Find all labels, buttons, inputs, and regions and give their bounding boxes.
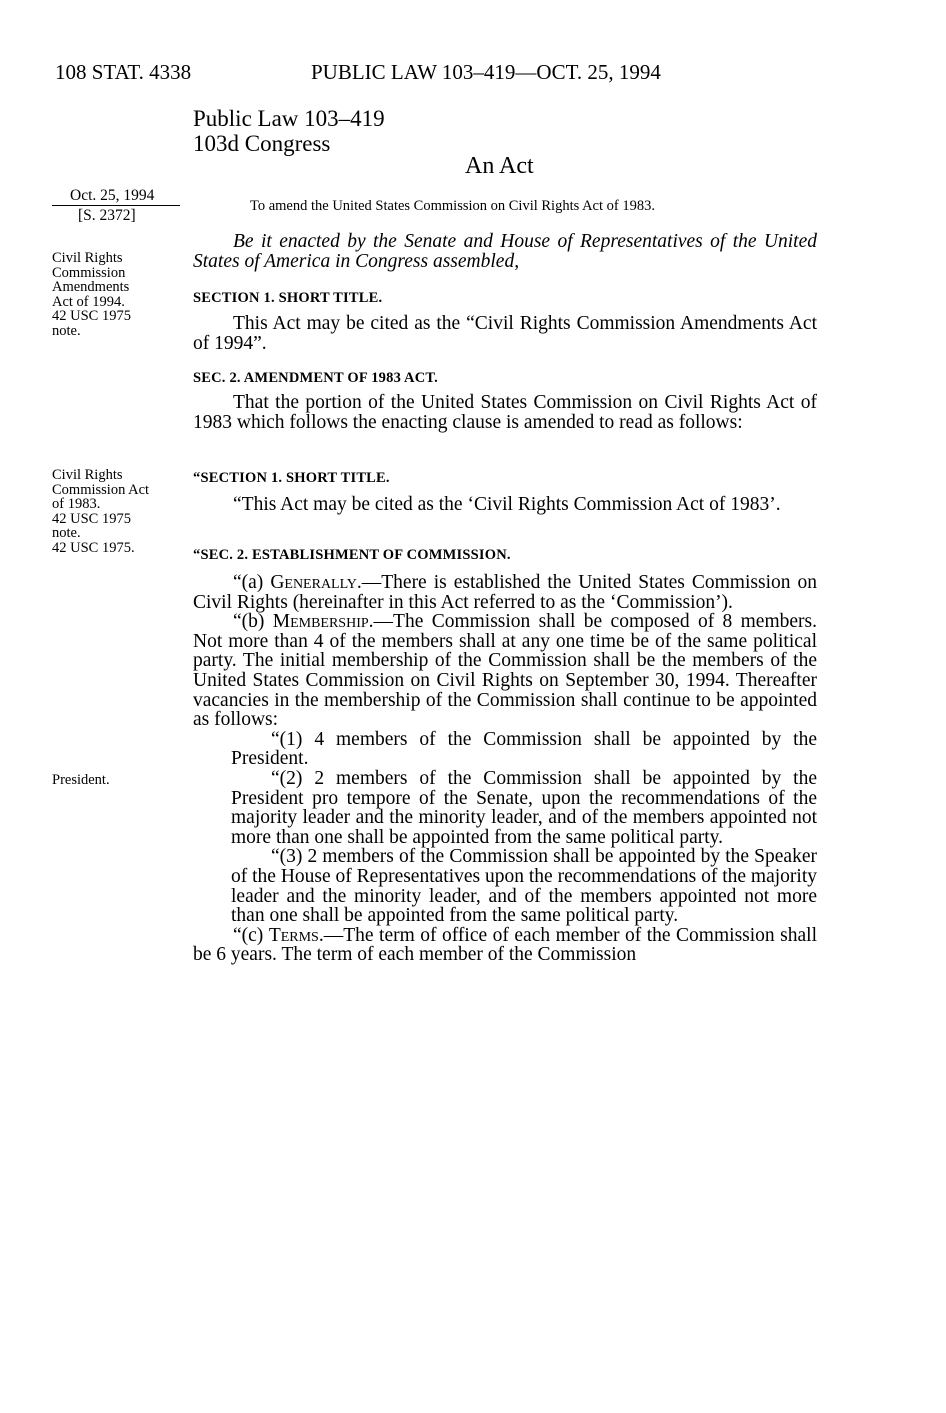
margin-rule xyxy=(52,205,180,206)
quoted-sec1-text: “This Act may be cited as the ‘Civil Rights Commission Act of 1983’. xyxy=(233,494,781,515)
enacting-clause: Be it enacted by the Senate and House of Representatives of the United States of America in Congress assembled, xyxy=(193,231,817,272)
public-law-number: Public Law 103–419 xyxy=(193,106,385,131)
margin-note-president: President. xyxy=(52,772,110,788)
sec2-heading: SEC. 2. AMENDMENT OF 1983 ACT. xyxy=(193,370,439,386)
running-header: PUBLIC LAW 103–419—OCT. 25, 1994 xyxy=(311,60,661,84)
sec1-heading: SECTION 1. SHORT TITLE. xyxy=(193,290,383,306)
subsection-c: “(c) Terms.—The term of office of each member of the Commission shall be 6 years. The term of each member of the Commission xyxy=(193,924,817,966)
margin-note-short-title: Civil Rights Commission Amendments Act of 1994. 42 USC 1975 note. xyxy=(52,250,131,339)
subsection-a: “(a) Generally.—There is established the United States Commission on Civil Rights (hereinafter in this Act referred to as the ‘Commission’). xyxy=(193,572,817,613)
margin-bill-number: [S. 2372] xyxy=(78,207,136,224)
paragraph-2: “(2) 2 members of the Commission shall be appointed by the President pro tempore of the Senate, upon the recommendations of the majority leader and the minority leader, and of the members appointed not more than one shall be appointed from the same political party. xyxy=(231,767,817,848)
an-act-heading: An Act xyxy=(465,153,534,179)
quoted-sec2-heading: “SEC. 2. ESTABLISHMENT OF COMMISSION. xyxy=(193,547,511,563)
paragraph-1: “(1) 4 members of the Commission shall be appointed by the President. xyxy=(231,728,817,770)
sec1-text: This Act may be cited as the “Civil Rights Commission Amendments Act of 1994”. xyxy=(193,313,817,354)
paragraph-3: “(3) 2 members of the Commission shall be appointed by the Speaker of the House of Representatives upon the recommendations of the majority leader and the minority leader, and of the members appointed not more than one shall be appointed from the same political party. xyxy=(231,846,817,927)
congress-number: 103d Congress xyxy=(193,131,331,156)
subsection-b: “(b) Membership.—The Commission shall be composed of 8 members. Not more than 4 of the members shall at any one time be of the same political party. The initial membership of the Commission shall be the members of the United States Commission on Civil Rights on September 30, 1994. Thereafter vacancies in the membership of the Commission shall continue to be appointed as follows: xyxy=(193,611,817,731)
margin-note-1983-act: Civil Rights Commission Act of 1983. 42 USC 1975 note. 42 USC 1975. xyxy=(52,467,150,556)
sec2-text: That the portion of the United States Commission on Civil Rights Act of 1983 which follows the enacting clause is amended to read as follows: xyxy=(193,392,817,433)
law-title-block xyxy=(193,106,385,156)
margin-date: Oct. 25, 1994 xyxy=(70,187,155,204)
act-purpose: To amend the United States Commission on Civil Rights Act of 1983. xyxy=(250,198,655,214)
quoted-sec1-heading: “SECTION 1. SHORT TITLE. xyxy=(193,470,390,486)
quoted-sec2-body xyxy=(193,573,817,965)
page-stat-header: 108 STAT. 4338 xyxy=(55,60,192,84)
